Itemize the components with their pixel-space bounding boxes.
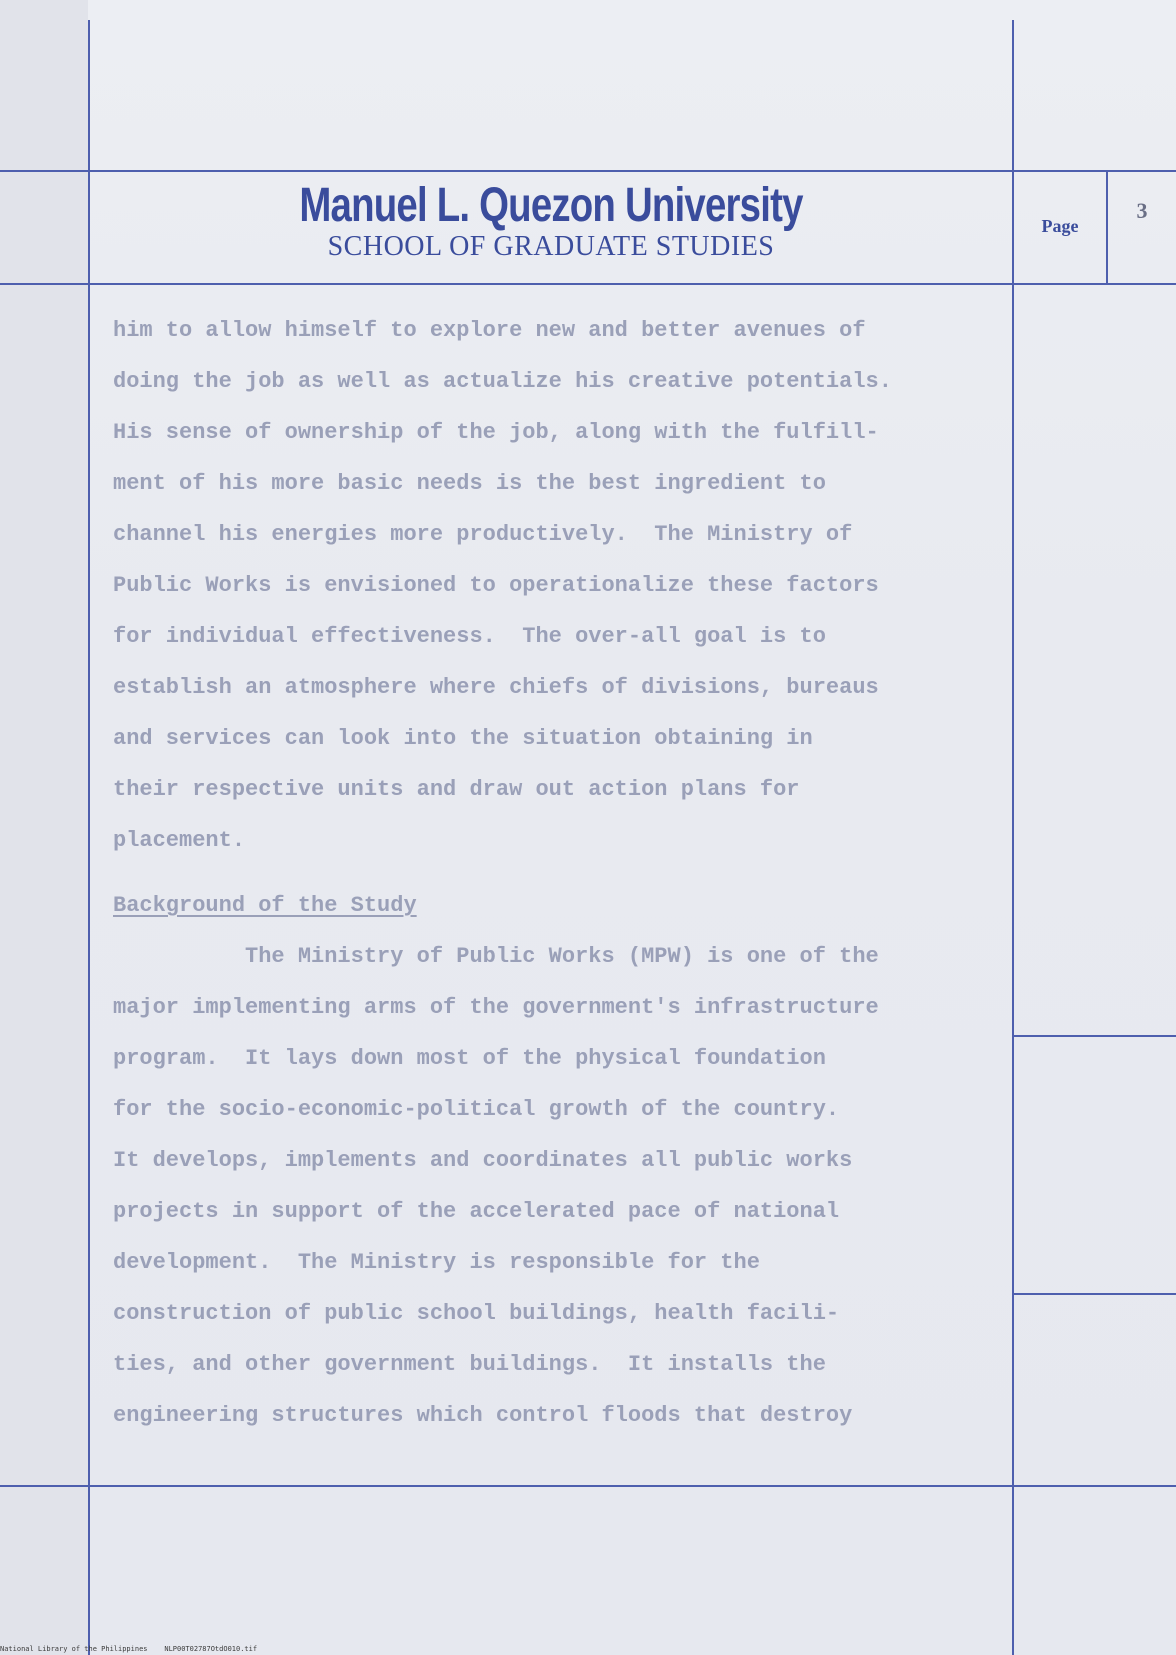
scan-footer-note: National Library of the Philippines NLP00T02787OtdO010.tif: [0, 1645, 258, 1653]
text-line: establish an atmosphere where chiefs of divisions, bureaus: [113, 675, 879, 700]
text-line: It develops, implements and coordinates all public works: [113, 1148, 853, 1173]
text-line: him to allow himself to explore new and better avenues of: [113, 318, 866, 343]
text-line: and services can look into the situation obtaining in: [113, 726, 813, 751]
school-name: SCHOOL OF GRADUATE STUDIES: [327, 231, 775, 262]
text-line: doing the job as well as actualize his creative potentials.: [113, 369, 892, 394]
paragraph-2: [113, 931, 1013, 1441]
header-bottom-rule: [0, 283, 1176, 285]
university-name: Manuel L. Quezon University: [299, 179, 803, 232]
text-line: projects in support of the accelerated pace of national: [113, 1199, 840, 1224]
text-line: engineering structures which control floods that destroy: [113, 1403, 853, 1428]
section-heading: Background of the Study: [113, 893, 417, 918]
text-line: The Ministry of Public Works (MPW) is one of the: [113, 944, 879, 969]
paragraph-1: [113, 305, 1013, 866]
text-line: placement.: [113, 828, 246, 853]
footer-rule: [0, 1485, 1176, 1487]
text-line: major implementing arms of the government's infrastructure: [113, 995, 879, 1020]
text-line: for individual effectiveness. The over-all goal is to: [113, 624, 826, 649]
text-line: development. The Ministry is responsible for the: [113, 1250, 760, 1275]
page-number: 3: [1136, 198, 1148, 223]
text-line: their respective units and draw out action plans for: [113, 777, 800, 802]
text-line: construction of public school buildings, health facili-: [113, 1301, 840, 1326]
text-line: ment of his more basic needs is the best ingredient to: [113, 471, 826, 496]
text-line: for the socio-economic-political growth of the country.: [113, 1097, 840, 1122]
right-column-rule-1: [1012, 1035, 1176, 1037]
left-margin-strip: [0, 0, 88, 1655]
letterhead: [88, 180, 1014, 262]
right-column-rule-2: [1012, 1293, 1176, 1295]
page-box-divider: [1106, 170, 1108, 284]
typed-body: [113, 305, 1013, 1441]
text-line: His sense of ownership of the job, along with the fulfill-: [113, 420, 879, 445]
text-line: Public Works is envisioned to operationalize these factors: [113, 573, 879, 598]
text-line: channel his energies more productively. The Ministry of: [113, 522, 853, 547]
left-margin-rule: [88, 20, 90, 1655]
text-line: program. It lays down most of the physical foundation: [113, 1046, 826, 1071]
text-line: ties, and other government buildings. It installs the: [113, 1352, 826, 1377]
header-top-rule: [0, 170, 1176, 172]
page-label: Page: [1041, 216, 1079, 236]
